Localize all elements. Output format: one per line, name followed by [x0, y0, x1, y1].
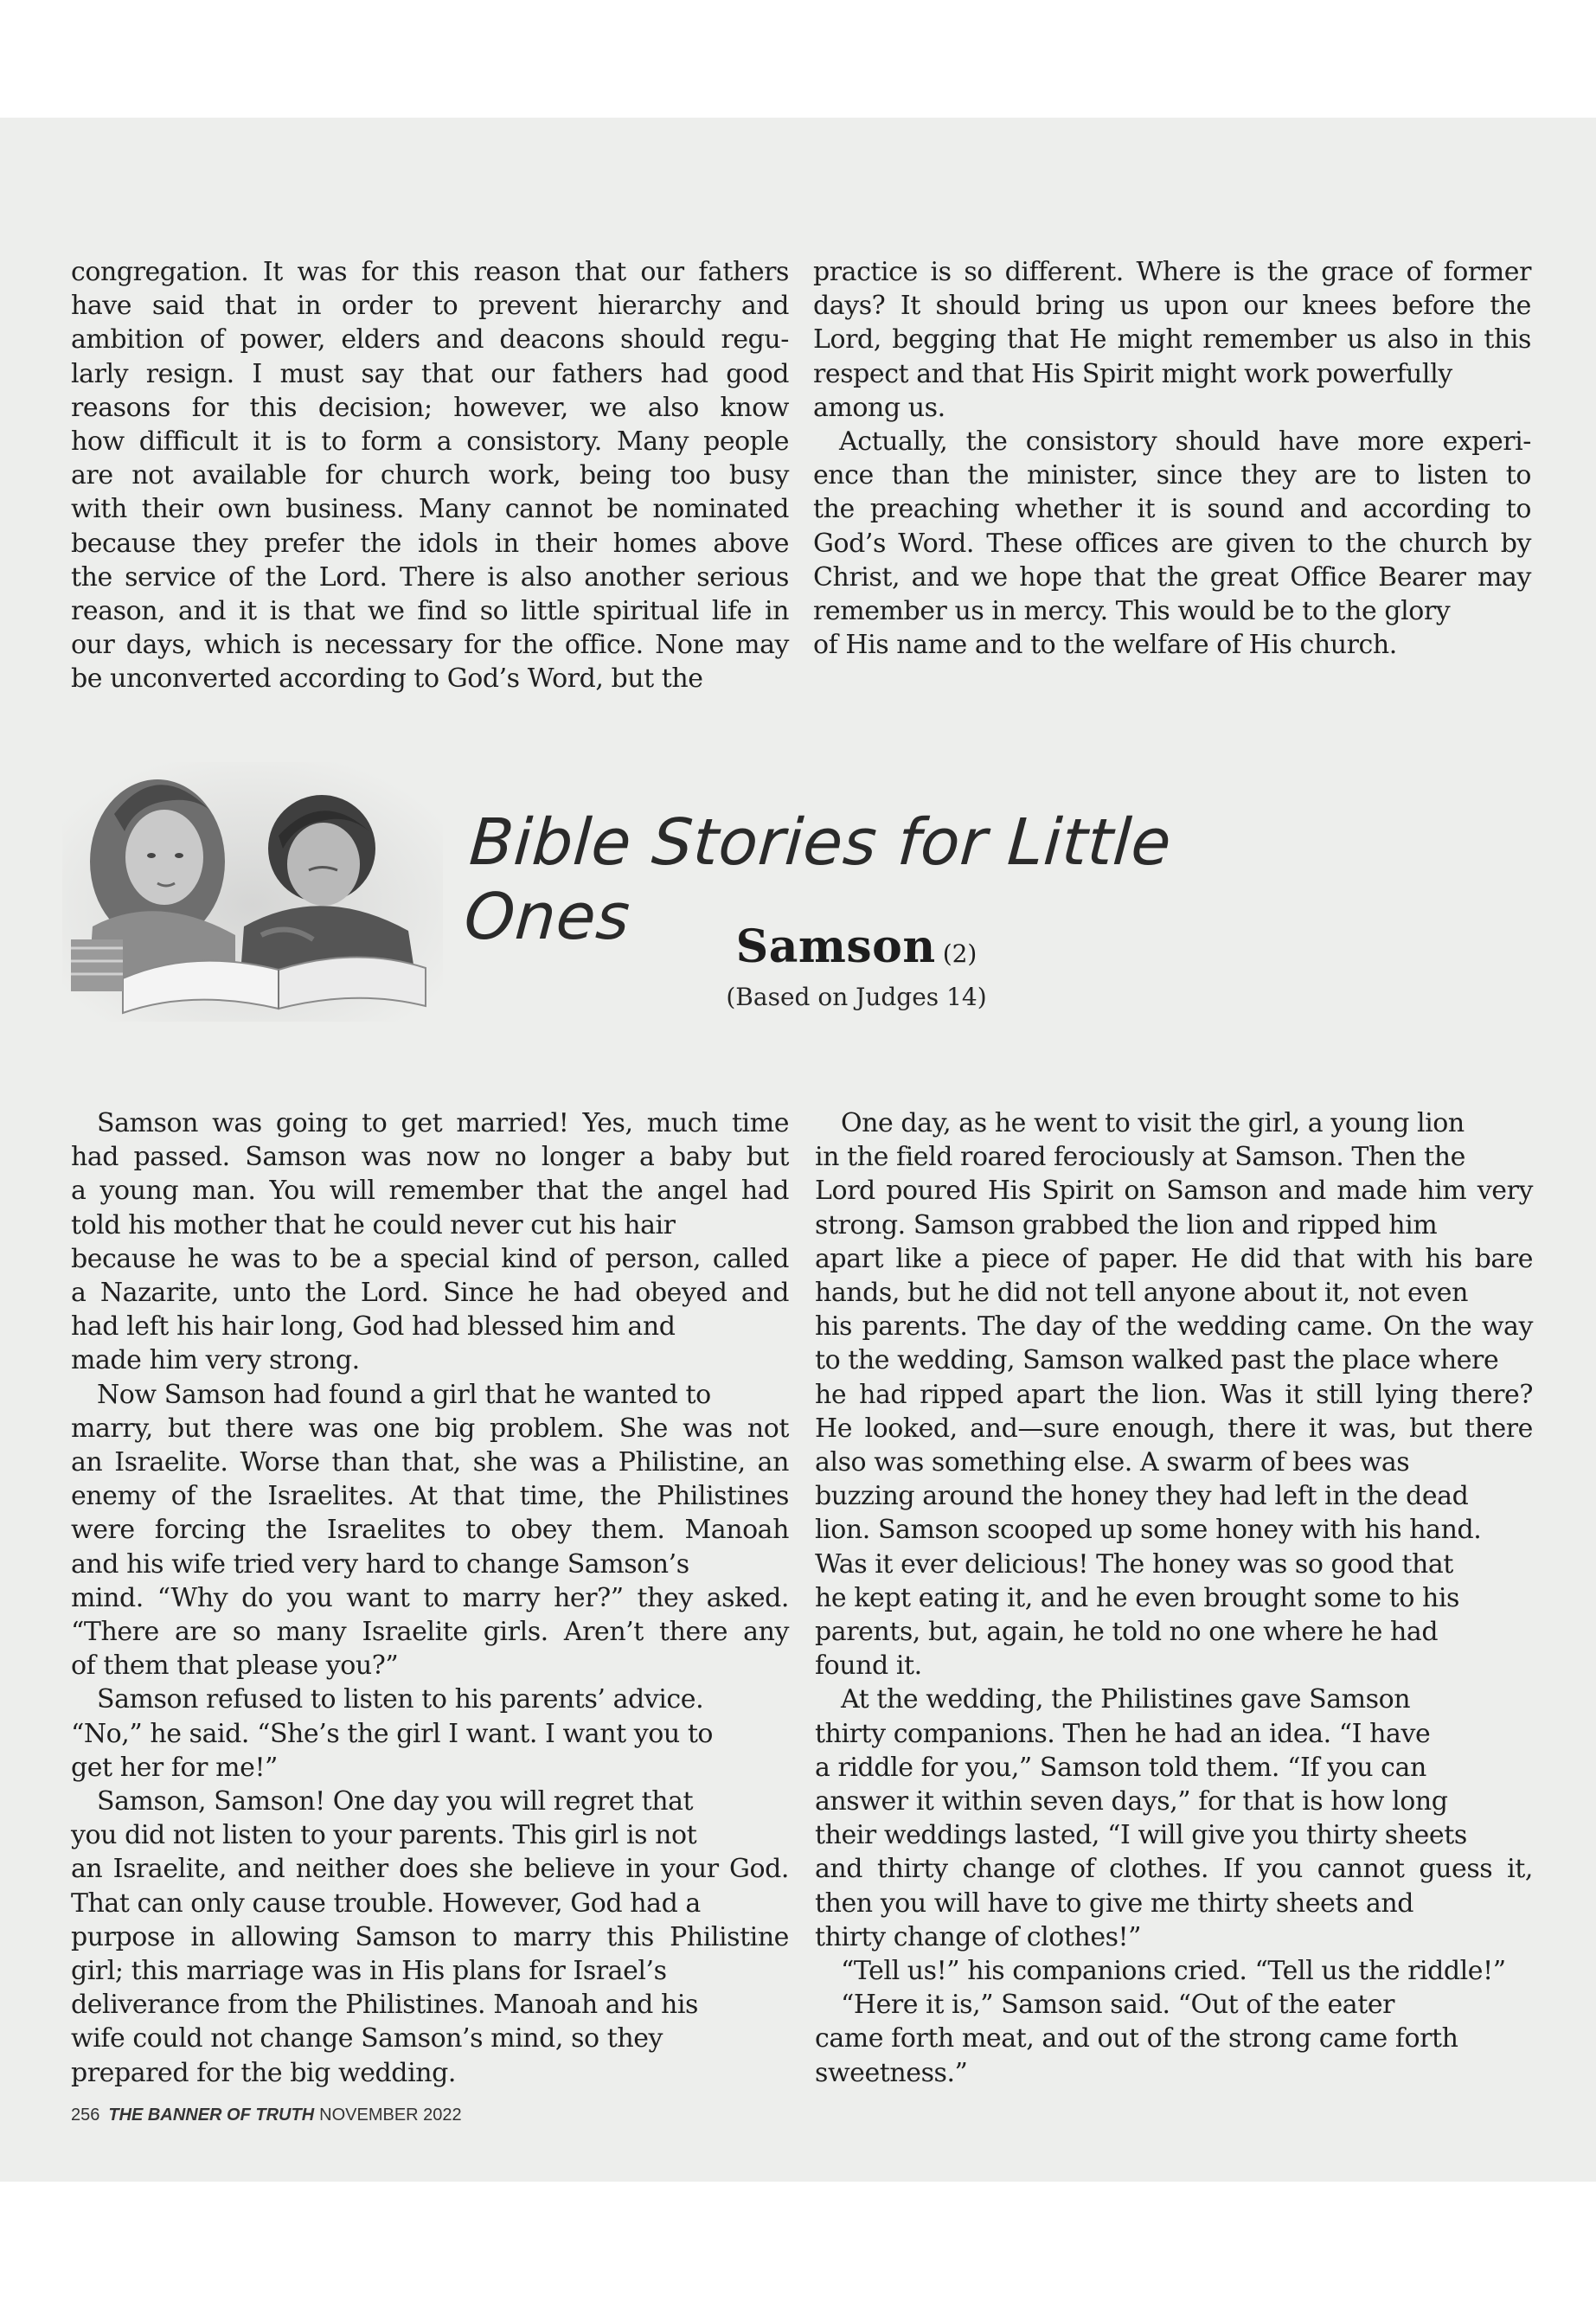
story-title-name: Samson: [735, 920, 936, 973]
text-line: congregation. It was for this reason that our fathers: [71, 257, 789, 287]
text-line: the preaching whether it is sound and according to: [813, 494, 1531, 525]
text-line: and thirty change of clothes. If you cannot guess it,: [815, 1854, 1533, 1885]
text-line: buzzing around the honey they had left in the dead: [815, 1481, 1469, 1512]
text-line: to the wedding, Samson walked past the place where: [815, 1345, 1499, 1376]
text-line: Now Samson had found a girl that he wanted to: [97, 1379, 711, 1410]
continued-paragraph: [813, 425, 1531, 662]
text-line: a Nazarite, unto the Lord. Since he had obeyed and: [71, 1278, 789, 1309]
text-line: he had ripped apart the lion. Was it still lying there?: [815, 1379, 1533, 1410]
text-line: among us.: [813, 392, 945, 423]
text-line: were forcing the Israelites to obey them. Manoah: [71, 1515, 789, 1546]
text-line: He looked, and—sure enough, there it was, but there: [815, 1413, 1533, 1444]
text-line: their weddings lasted, “I will give you thirty sheets: [815, 1820, 1467, 1851]
text-line: prepared for the big wedding.: [71, 2057, 456, 2088]
text-line: mind. “Why do you want to marry her?” they asked.: [71, 1582, 789, 1613]
text-line: remember us in mercy. This would be to the glory: [813, 596, 1451, 627]
section-banner-title: Bible Stories for Little Ones: [461, 805, 1174, 954]
text-line: ambition of power, elders and deacons should regu-: [71, 324, 789, 356]
text-line: an Israelite. Worse than that, she was a Philistine, an: [71, 1447, 789, 1478]
text-line: strong. Samson grabbed the lion and ripped him: [815, 1209, 1438, 1240]
text-line: his parents. The day of the wedding came. On the way: [815, 1311, 1533, 1343]
text-line: parents, but, again, he told no one where he had: [815, 1617, 1439, 1648]
text-line: he kept eating it, and he even brought some to his: [815, 1582, 1459, 1613]
text-line: Was it ever delicious! The honey was so good that: [815, 1548, 1453, 1580]
continued-article-right-column: [813, 255, 1531, 662]
text-line: At the wedding, the Philistines gave Samson: [841, 1684, 1411, 1715]
story-right-column: [815, 1106, 1533, 2090]
story-paragraph: [815, 1682, 1533, 1954]
publication-name: THE BANNER OF TRUTH: [108, 2106, 315, 2125]
text-line: our days, which is necessary for the office. None may: [71, 630, 789, 661]
story-subtitle: (Based on Judges 14): [726, 983, 987, 1011]
text-line: One day, as he went to visit the girl, a young lion: [841, 1108, 1465, 1138]
story-paragraph: [71, 1378, 789, 1683]
text-line: larly resign. I must say that our fathers had good: [71, 358, 789, 389]
page-background: [0, 118, 1596, 2182]
text-line: marry, but there was one big problem. She was not: [71, 1413, 789, 1444]
text-line: God’s Word. These offices are given to the church by: [813, 528, 1531, 559]
text-line: of them that please you?”: [71, 1650, 399, 1682]
children-reading-illustration: [62, 762, 443, 1022]
story-paragraph: [71, 1106, 789, 1378]
text-line: ence than the minister, since they are to listen to: [813, 460, 1531, 491]
story-left-column: [71, 1106, 789, 2090]
story-title: [519, 920, 1194, 973]
text-line: in the field roared ferociously at Samson. Then the: [815, 1142, 1465, 1173]
text-line: and his wife tried very hard to change Samson’s: [71, 1548, 689, 1580]
text-line: get her for me!”: [71, 1752, 278, 1783]
issue-date: NOVEMBER 2022: [319, 2106, 462, 2125]
text-line: Lord poured His Spirit on Samson and made him very: [815, 1176, 1533, 1207]
story-paragraph: [71, 1785, 789, 2090]
text-line: hands, but he did not tell anyone about it, not even: [815, 1278, 1468, 1309]
text-line: Samson refused to listen to his parents’ advice.: [97, 1684, 704, 1715]
text-line: have said that in order to prevent hierarchy and: [71, 291, 789, 322]
text-line: are not available for church work, being too busy: [71, 460, 789, 491]
text-line: because they prefer the idols in their homes above: [71, 528, 789, 559]
text-line: you did not listen to your parents. This girl is not: [71, 1820, 697, 1851]
text-line: apart like a piece of paper. He did that with his bare: [815, 1243, 1533, 1274]
story-paragraph: [71, 1682, 789, 1785]
story-paragraph: [815, 1106, 1533, 1682]
text-line: girl; this marriage was in His plans for Israel’s: [71, 1956, 667, 1987]
text-line: because he was to be a special kind of person, called: [71, 1243, 789, 1274]
text-line: reasons for this decision; however, we also know: [71, 392, 789, 423]
text-line: Samson, Samson! One day you will regret that: [97, 1786, 694, 1817]
text-line: then you will have to give me thirty sheets and: [815, 1888, 1414, 1919]
continued-paragraph: [71, 255, 789, 696]
text-line: “Tell us!” his companions cried. “Tell us the riddle!”: [841, 1956, 1506, 1987]
text-line: Lord, begging that He might remember us also in this: [813, 324, 1531, 356]
text-line: came forth meat, and out of the strong came forth: [815, 2023, 1458, 2054]
text-line: respect and that His Spirit might work powerfully: [813, 358, 1452, 389]
text-line: lion. Samson scooped up some honey with his hand.: [815, 1515, 1482, 1546]
text-line: thirty companions. Then he had an idea. “I have: [815, 1718, 1431, 1749]
story-paragraph: [815, 1954, 1533, 1988]
text-line: the service of the Lord. There is also another serious: [71, 561, 789, 593]
text-line: with their own business. Many cannot be nominated: [71, 494, 789, 525]
text-line: “Here it is,” Samson said. “Out of the eater: [841, 1990, 1395, 2021]
continued-paragraph: [813, 255, 1531, 425]
page-number: 256: [71, 2106, 100, 2125]
text-line: had passed. Samson was now no longer a baby but: [71, 1142, 789, 1173]
text-line: had left his hair long, God had blessed him and: [71, 1311, 676, 1343]
text-line: “No,” he said. “She’s the girl I want. I want you to: [71, 1718, 714, 1749]
text-line: Samson was going to get married! Yes, much time: [97, 1108, 789, 1138]
text-line: a riddle for you,” Samson told them. “If you can: [815, 1752, 1426, 1783]
text-line: told his mother that he could never cut his hair: [71, 1209, 676, 1240]
text-line: That can only cause trouble. However, God had a: [71, 1888, 701, 1919]
text-line: thirty change of clothes!”: [815, 1921, 1142, 1952]
page-footer: [71, 2106, 462, 2125]
text-line: an Israelite, and neither does she believe in your God.: [71, 1854, 789, 1885]
text-line: “There are so many Israelite girls. Aren’t there any: [71, 1617, 789, 1648]
text-line: Actually, the consistory should have more experi-: [839, 426, 1531, 458]
story-part-number: (2): [942, 939, 977, 968]
text-line: deliverance from the Philistines. Manoah and his: [71, 1990, 698, 2021]
text-line: wife could not change Samson’s mind, so they: [71, 2023, 663, 2054]
text-line: reason, and it is that we find so little spiritual life in: [71, 596, 789, 627]
text-line: practice is so different. Where is the grace of former: [813, 257, 1531, 287]
text-line: a young man. You will remember that the angel had: [71, 1176, 789, 1207]
text-line: purpose in allowing Samson to marry this Philistine: [71, 1921, 789, 1952]
text-line: made him very strong.: [71, 1345, 360, 1376]
continued-article-left-column: [71, 255, 789, 696]
text-line: how difficult it is to form a consistory. Many people: [71, 426, 789, 458]
text-line: of His name and to the welfare of His church.: [813, 630, 1397, 661]
story-paragraph: [815, 1988, 1533, 2090]
text-line: found it.: [815, 1650, 922, 1682]
text-line: answer it within seven days,” for that is how long: [815, 1786, 1448, 1817]
text-line: sweetness.”: [815, 2057, 968, 2088]
text-line: enemy of the Israelites. At that time, the Philistines: [71, 1481, 789, 1512]
text-line: days? It should bring us upon our knees before the: [813, 291, 1531, 322]
text-line: also was something else. A swarm of bees was: [815, 1447, 1410, 1478]
text-line: be unconverted according to God’s Word, but the: [71, 663, 703, 695]
text-line: Christ, and we hope that the great Office Bearer may: [813, 561, 1531, 593]
